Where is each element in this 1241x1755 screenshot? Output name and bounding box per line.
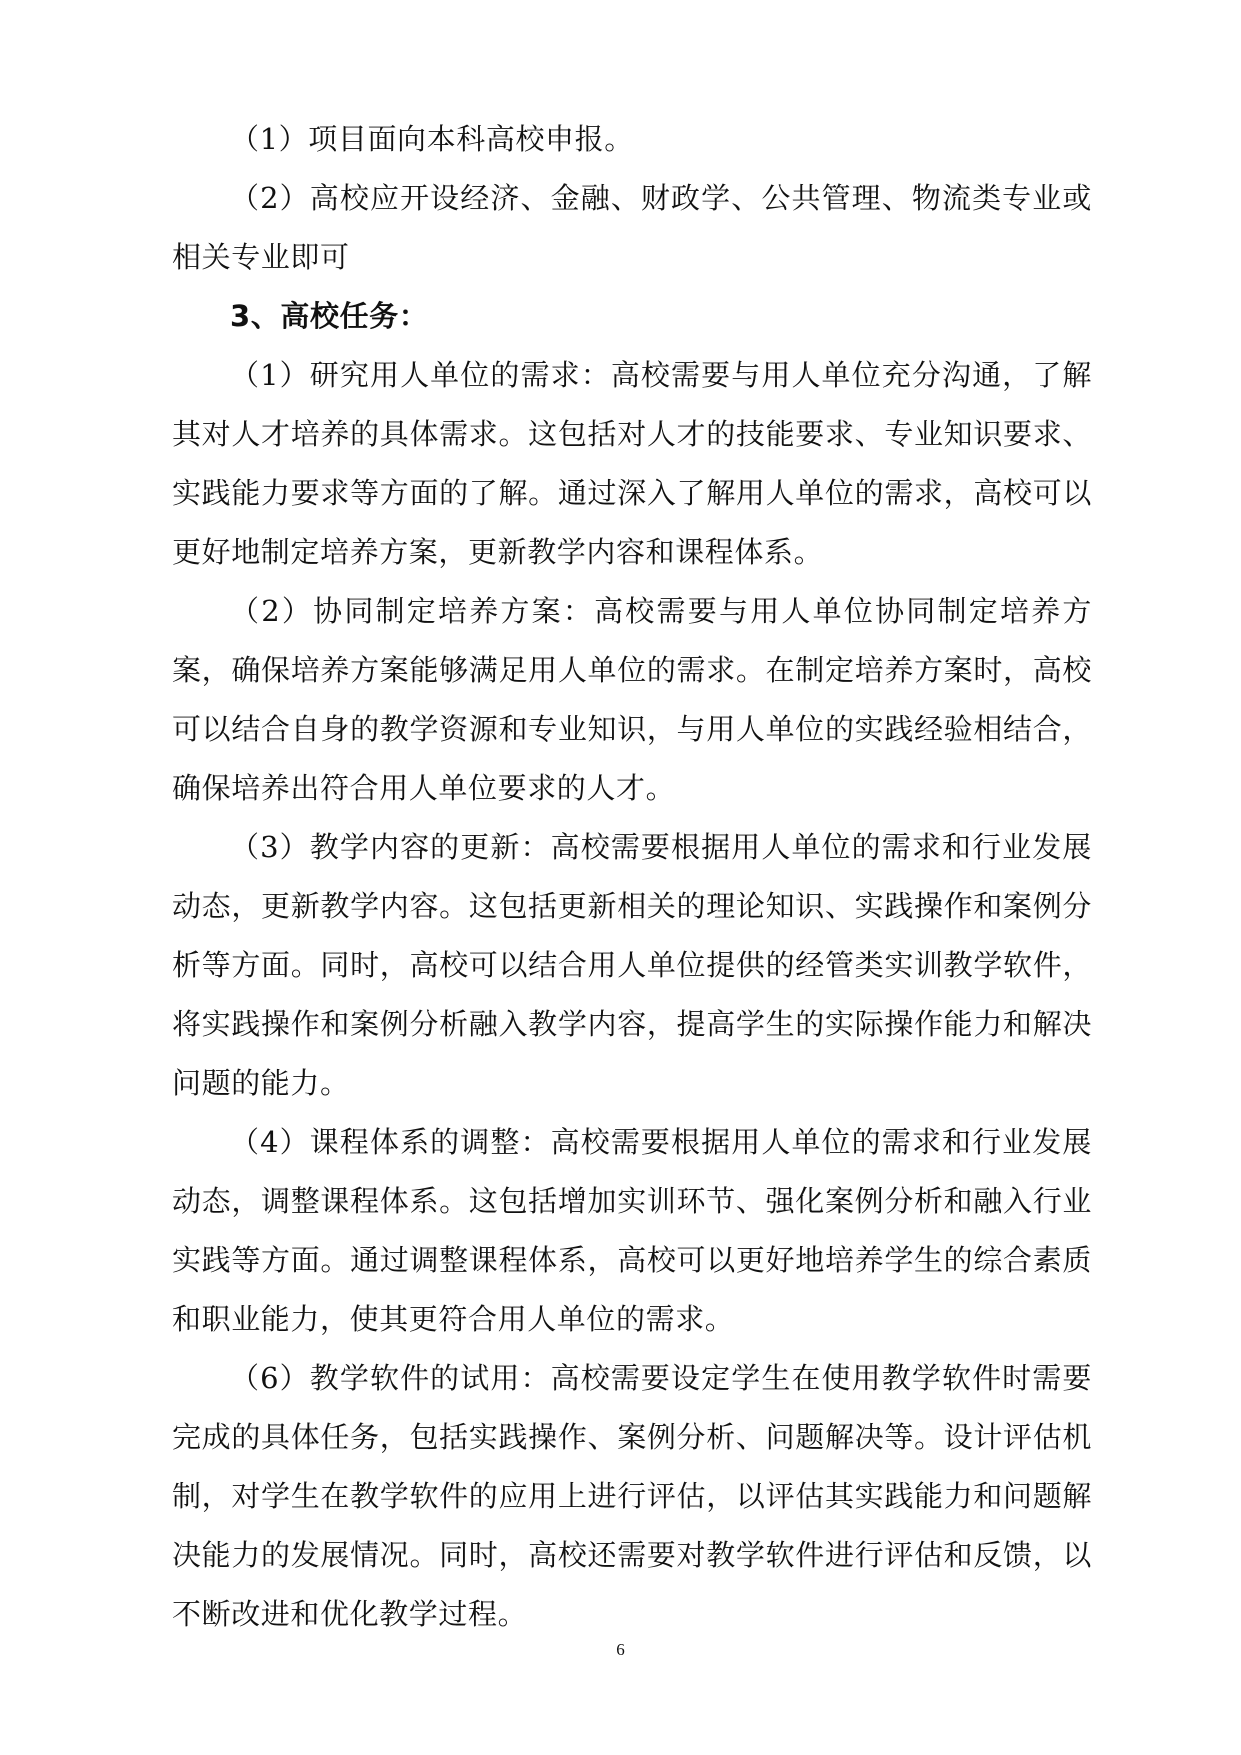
page-number: 6 — [616, 1640, 625, 1659]
list-item-2: （2）高校应开设经济、金融、财政学、公共管理、物流类专业或相关专业即可 — [172, 181, 1092, 274]
paragraph-6: （6）教学软件的试用：高校需要设定学生在使用教学软件时需要完成的具体任务，包括实践操作、案例分析、问题解决等。设计评估机制，对学生在教学软件的应用上进行评估，以评估其实践能力和问题解决能力的发展情况。同时，高校还需要对教学软件进行评估和反馈，以不断改进和优化教学过程。 — [172, 1361, 1092, 1631]
list-item-1: （1）项目面向本科高校申报。 — [230, 122, 634, 156]
paragraph-3: （3）教学内容的更新：高校需要根据用人单位的需求和行业发展动态，更新教学内容。这包括更新相关的理论知识、实践操作和案例分析等方面。同时，高校可以结合用人单位提供的经管类实训教学软件，将实践操作和案例分析融入教学内容，提高学生的实际操作能力和解决问题的能力。 — [172, 830, 1092, 1100]
section-heading: 3、高校任务： — [230, 299, 429, 333]
document-body — [172, 110, 1092, 1644]
paragraph-2: （2）协同制定培养方案：高校需要与用人单位协同制定培养方案，确保培养方案能够满足用人单位的需求。在制定培养方案时，高校可以结合自身的教学资源和专业知识，与用人单位的实践经验相结合，确保培养出符合用人单位要求的人才。 — [172, 594, 1092, 805]
paragraph-1: （1）研究用人单位的需求：高校需要与用人单位充分沟通，了解其对人才培养的具体需求。这包括对人才的技能要求、专业知识要求、实践能力要求等方面的了解。通过深入了解用人单位的需求，高校可以更好地制定培养方案，更新教学内容和课程体系。 — [172, 358, 1092, 569]
paragraph-4: （4）课程体系的调整：高校需要根据用人单位的需求和行业发展动态，调整课程体系。这包括增加实训环节、强化案例分析和融入行业实践等方面。通过调整课程体系，高校可以更好地培养学生的综合素质和职业能力，使其更符合用人单位的需求。 — [172, 1125, 1092, 1336]
